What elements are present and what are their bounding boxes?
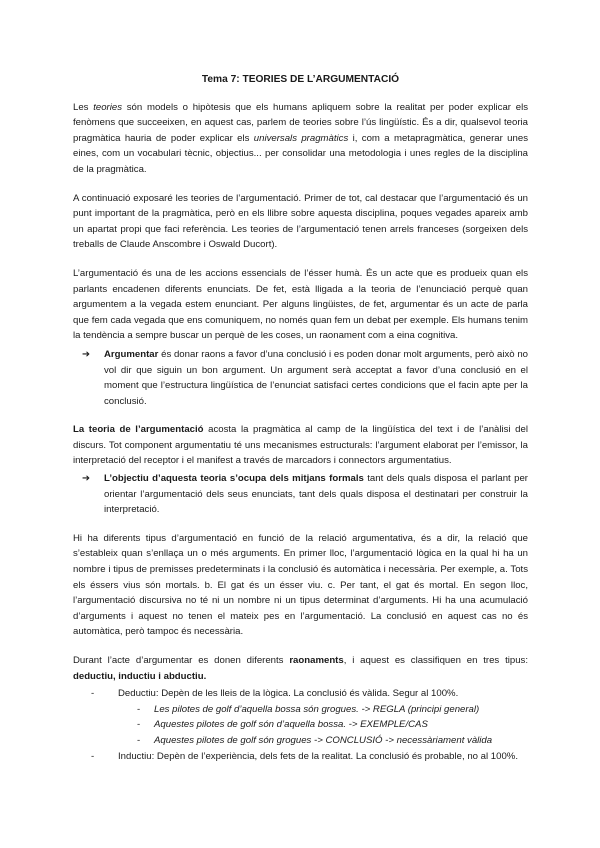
- arrow-bullet-text: [104, 347, 528, 409]
- text-run-bold: La teoria de l’argumentació: [73, 424, 204, 436]
- sub-list-container: [73, 702, 528, 749]
- text-run: , i aquest es classifiquen en tres tipus:: [343, 655, 528, 666]
- dash-bullet: -: [91, 750, 95, 762]
- dash-bullet: -: [137, 719, 141, 731]
- list-item-inductiu: [73, 749, 528, 765]
- arrow-bullet-text: [104, 471, 528, 518]
- arrow-bullet-argumentar: [73, 347, 528, 409]
- paragraph-intro: A continuació exposaré les teories de l’argumentació. Primer de tot, cal destacar que l’argumentació és un punt important de la pragmàtica, però en els llibre sobre aquesta disciplina, poques vegades apareix amb un apartat propi que faci referència. Les teories de l’argumentació tenen arrels franceses (sorgeixen dels treballs de Claude Anscombre i Oswald Ducort).: [73, 192, 528, 251]
- text-run-bold: L’objectiu d’aquesta teoria s’ocupa dels mitjans formals: [104, 473, 364, 485]
- text-run: acosta la pragmàtica al camp de la lingüística del text i de l’anàlisi del discurs. Tot component argumentatiu té uns mecanismes estructurals: l’argument elaborat per l’emissor, la interpretació del receptor i el manifest a través de marcadors i connectors argumentatius.: [73, 424, 528, 467]
- paragraph-reasoning: [73, 653, 528, 684]
- paragraph-theory: [73, 422, 528, 469]
- text-run: tant dels quals disposa el parlant per orientar l’argumentació dels seus enunciats, tant dels quals disposa el destinatari per construir la interpretació.: [104, 473, 528, 516]
- deductiu-examples: [73, 702, 528, 749]
- list-item-text: Deductiu: Depèn de les lleis de la lògica. La conclusió és vàlida. Segur al 100%.: [118, 688, 459, 700]
- text-run: són models o hipòtesis que els humans apliquem sobre la realitat per poder explicar els fenòmens que succeeixen, en aquest cas, parlem de teories sobre l’ús lingüístic. És a dir, qualsevol teoria pragmàtica hauria de poder explicar els: [73, 101, 528, 144]
- paragraph-types: Hi ha diferents tipus d’argumentació en funció de la relació argumentativa, és a dir, la relació que s’estableix quan s’enllaça un o més arguments. En primer lloc, l’argumentació lògica en la qual hi ha un nombre i tipus de premisses predeterminats i la conclusió és automàtica i necessària. Per exemple, a. Tots els éssers vius són mortals. b. El gat és un ésser viu. c. Per tant, el gat és mortal. En segon lloc, l’argumentació discursiva no té ni un nombre ni un tipus determinat d’arguments. Hi ha una acumulació d’arguments i aquest no tenen el mateix pes en l’argumentació. La conclusió en aquest cas no és automàtica, però tampoc és necessària.: [73, 532, 528, 638]
- paragraph-argumentation: L’argumentació és una de les accions essencials de l’ésser humà. És un acte que es produeix quan els parlants encadenen diferents enunciats. De fet, està lligada a la teoria de l’enunciació perquè quan argumentem a la vegada estem enunciant. Per alguns lingüistes, de fet, argumentar és un acte de parla que fem cada vegada que ens comuniquem, no només quan fem un debat per exemple. Els humans tenim la tendència a sempre buscar un perquè de les coses, un raonament com a eina cognitiva.: [73, 267, 528, 342]
- list-item-text: Aquestes pilotes de golf són d’aquella bossa. -> EXEMPLE/CAS: [154, 719, 428, 731]
- dash-bullet: -: [137, 703, 141, 715]
- reasoning-list: [73, 686, 528, 764]
- paragraph-theories: [73, 100, 528, 178]
- arrow-right-icon: ➔: [82, 348, 91, 360]
- arrow-bullet-objectiu: [73, 471, 528, 518]
- text-run-bold: deductiu, inductiu i abductiu.: [73, 670, 207, 682]
- text-run-bold: Argumentar: [104, 348, 159, 360]
- arrow-right-icon: ➔: [82, 473, 91, 485]
- text-run-italic: teories: [93, 101, 123, 113]
- text-run: és donar raons a favor d’una conclusió i es poden donar molt arguments, però això no vol dir que siguin un bon argument. Un argument serà acceptat a favor d’una conclusió en el moment que l’estructura lingüística de l’enunciat satisfaci certes condicions que el facin apte per la conclusió.: [104, 348, 528, 407]
- dash-bullet: -: [91, 688, 95, 700]
- list-item: [119, 702, 528, 718]
- dash-bullet: -: [137, 734, 141, 746]
- list-item: [119, 717, 528, 733]
- text-run-bold: raonaments: [289, 655, 344, 666]
- list-item-deductiu: [73, 686, 528, 702]
- text-run: Les: [73, 101, 94, 113]
- text-run-italic: universals pragmàtics: [253, 132, 349, 144]
- page-title: Tema 7: TEORIES DE L’ARGUMENTACIÓ: [201, 74, 400, 85]
- text-run: Durant l’acte d’argumentar es donen diferents: [73, 655, 290, 666]
- text-run: i, com a metapragmàtica, generar unes eines, com un vocabulari tècnic, objectius... per consolidar una metodologia i unes regles de la disciplina de la pragmàtica.: [73, 132, 528, 175]
- list-item-text: Aquestes pilotes de golf són grogues -> CONCLUSIÓ -> necessàriament vàlida: [154, 734, 493, 746]
- list-item-text: Les pilotes de golf d’aquella bossa són grogues. -> REGLA (principi general): [154, 703, 480, 715]
- list-item-text: Inductiu: Depèn de l’experiència, dels fets de la realitat. La conclusió és probable, no al 100%.: [118, 750, 518, 762]
- list-item: [119, 733, 528, 749]
